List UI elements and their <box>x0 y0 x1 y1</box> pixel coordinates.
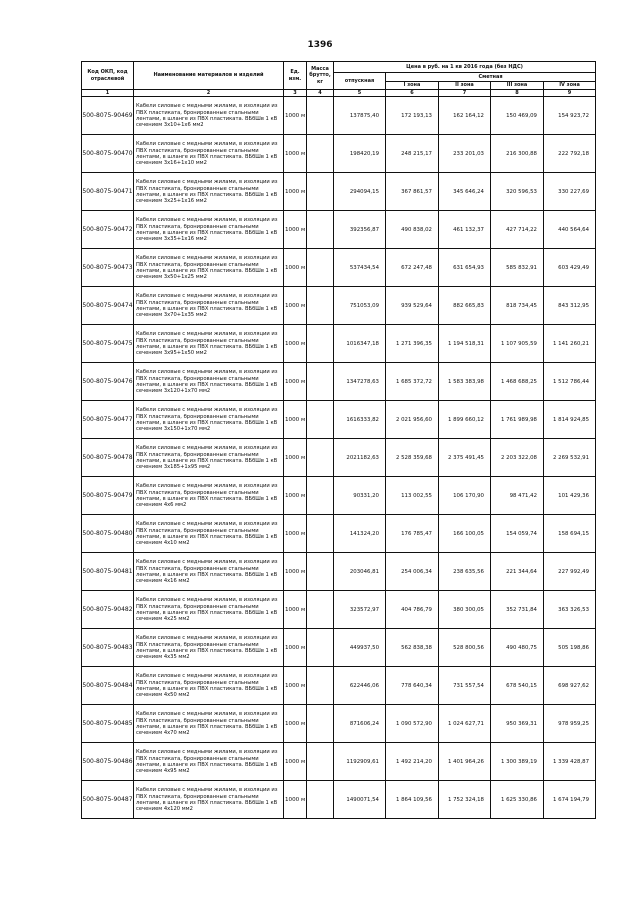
unit-of-measure: 1000 м <box>284 97 307 135</box>
zone-1-price: 1 271 396,35 <box>386 325 439 363</box>
gross-mass <box>307 249 334 287</box>
gross-mass <box>307 363 334 401</box>
zone-4-price: 2 269 532,91 <box>544 439 596 477</box>
column-number: 7 <box>439 90 491 97</box>
gross-mass <box>307 515 334 553</box>
material-name: Кабели силовые с медными жилами, в изоляции из ПВХ пластиката, бронированные стальными лентами, в шланге из ПВХ пластиката. ВБбШв 1 кВ сечением 4х16 мм2 <box>134 553 284 591</box>
zone-1-price: 2 021 956,60 <box>386 401 439 439</box>
zone-2-price: 1 583 383,98 <box>439 363 491 401</box>
unit-of-measure: 1000 м <box>284 363 307 401</box>
okp-code: 500-8075-90483 <box>82 629 134 667</box>
release-price: 203046,81 <box>334 553 386 591</box>
unit-of-measure: 1000 м <box>284 705 307 743</box>
zone-3-price: 221 344,64 <box>491 553 544 591</box>
table-row <box>82 401 596 439</box>
zone-1-price: 404 786,79 <box>386 591 439 629</box>
unit-of-measure: 1000 м <box>284 287 307 325</box>
gross-mass <box>307 97 334 135</box>
zone-4-price: 843 312,95 <box>544 287 596 325</box>
gross-mass <box>307 439 334 477</box>
table-row <box>82 363 596 401</box>
release-price: 622446,06 <box>334 667 386 705</box>
header-estimate: Сметная <box>386 73 596 82</box>
zone-3-price: 1 300 389,19 <box>491 743 544 781</box>
unit-of-measure: 1000 м <box>284 743 307 781</box>
okp-code: 500-8075-90479 <box>82 477 134 515</box>
release-price: 1490071,54 <box>334 781 386 819</box>
zone-1-price: 1 492 214,20 <box>386 743 439 781</box>
material-name: Кабели силовые с медными жилами, в изоляции из ПВХ пластиката, бронированные стальными лентами, в шланге из ПВХ пластиката. ВБбШв 1 кВ сечением 3х25+1х16 мм2 <box>134 173 284 211</box>
release-price: 537434,54 <box>334 249 386 287</box>
header-zone-1: I зона <box>386 82 439 90</box>
zone-2-price: 1 401 964,26 <box>439 743 491 781</box>
zone-3-price: 320 596,53 <box>491 173 544 211</box>
zone-1-price: 490 838,02 <box>386 211 439 249</box>
okp-code: 500-8075-90472 <box>82 211 134 249</box>
material-name: Кабели силовые с медными жилами, в изоляции из ПВХ пластиката, бронированные стальными лентами, в шланге из ПВХ пластиката. ВБбШв 1 кВ сечением 4х25 мм2 <box>134 591 284 629</box>
zone-4-price: 154 923,72 <box>544 97 596 135</box>
okp-code: 500-8075-90482 <box>82 591 134 629</box>
okp-code: 500-8075-90475 <box>82 325 134 363</box>
column-number: 1 <box>82 90 134 97</box>
material-name: Кабели силовые с медными жилами, в изоляции из ПВХ пластиката, бронированные стальными лентами, в шланге из ПВХ пластиката. ВБбШв 1 кВ сечением 3х35+1х16 мм2 <box>134 211 284 249</box>
release-price: 198420,19 <box>334 135 386 173</box>
table-row <box>82 211 596 249</box>
header-price-group: Цена в руб. на 1 кв 2016 года (без НДС) <box>334 62 596 73</box>
zone-1-price: 562 838,38 <box>386 629 439 667</box>
zone-1-price: 176 785,47 <box>386 515 439 553</box>
gross-mass <box>307 325 334 363</box>
header-zone-4: IV зона <box>544 82 596 90</box>
okp-code: 500-8075-90484 <box>82 667 134 705</box>
table-row <box>82 705 596 743</box>
zone-2-price: 233 201,03 <box>439 135 491 173</box>
unit-of-measure: 1000 м <box>284 515 307 553</box>
material-name: Кабели силовые с медными жилами, в изоляции из ПВХ пластиката, бронированные стальными лентами, в шланге из ПВХ пластиката. ВБбШв 1 кВ сечением 4х50 мм2 <box>134 667 284 705</box>
header-release: отпускная <box>334 73 386 90</box>
material-name: Кабели силовые с медными жилами, в изоляции из ПВХ пластиката, бронированные стальными лентами, в шланге из ПВХ пластиката. ВБбШв 1 кВ сечением 3х70+1х35 мм2 <box>134 287 284 325</box>
column-number: 2 <box>134 90 284 97</box>
header-zone-2: II зона <box>439 82 491 90</box>
table-row <box>82 325 596 363</box>
zone-2-price: 162 164,12 <box>439 97 491 135</box>
header-zone-3: III зона <box>491 82 544 90</box>
release-price: 1347278,63 <box>334 363 386 401</box>
zone-2-price: 106 170,90 <box>439 477 491 515</box>
zone-2-price: 631 654,93 <box>439 249 491 287</box>
zone-1-price: 2 528 359,68 <box>386 439 439 477</box>
zone-4-price: 1 339 428,87 <box>544 743 596 781</box>
gross-mass <box>307 173 334 211</box>
zone-1-price: 254 006,34 <box>386 553 439 591</box>
zone-3-price: 2 203 322,08 <box>491 439 544 477</box>
gross-mass <box>307 135 334 173</box>
okp-code: 500-8075-90469 <box>82 97 134 135</box>
gross-mass <box>307 629 334 667</box>
unit-of-measure: 1000 м <box>284 781 307 819</box>
zone-3-price: 150 469,09 <box>491 97 544 135</box>
unit-of-measure: 1000 м <box>284 135 307 173</box>
material-name: Кабели силовые с медными жилами, в изоляции из ПВХ пластиката, бронированные стальными лентами, в шланге из ПВХ пластиката. ВБбШв 1 кВ сечением 4х6 мм2 <box>134 477 284 515</box>
release-price: 2021182,63 <box>334 439 386 477</box>
zone-3-price: 427 714,22 <box>491 211 544 249</box>
release-price: 1016347,18 <box>334 325 386 363</box>
header-code: Код ОКП, код отраслевой <box>82 62 134 90</box>
zone-4-price: 363 326,53 <box>544 591 596 629</box>
column-number: 5 <box>334 90 386 97</box>
zone-4-price: 603 429,49 <box>544 249 596 287</box>
table-row <box>82 287 596 325</box>
okp-code: 500-8075-90486 <box>82 743 134 781</box>
zone-1-price: 1 090 572,90 <box>386 705 439 743</box>
unit-of-measure: 1000 м <box>284 439 307 477</box>
column-number: 6 <box>386 90 439 97</box>
zone-3-price: 678 540,15 <box>491 667 544 705</box>
zone-2-price: 882 665,83 <box>439 287 491 325</box>
zone-2-price: 2 375 491,45 <box>439 439 491 477</box>
zone-3-price: 1 761 989,98 <box>491 401 544 439</box>
zone-4-price: 1 814 924,85 <box>544 401 596 439</box>
header-unit: Ед. изм. <box>284 62 307 90</box>
release-price: 294094,15 <box>334 173 386 211</box>
zone-3-price: 1 625 330,86 <box>491 781 544 819</box>
zone-4-price: 222 792,18 <box>544 135 596 173</box>
material-name: Кабели силовые с медными жилами, в изоляции из ПВХ пластиката, бронированные стальными лентами, в шланге из ПВХ пластиката. ВБбШв 1 кВ сечением 4х95 мм2 <box>134 743 284 781</box>
gross-mass <box>307 781 334 819</box>
okp-code: 500-8075-90487 <box>82 781 134 819</box>
unit-of-measure: 1000 м <box>284 553 307 591</box>
table-row <box>82 781 596 819</box>
zone-1-price: 672 247,48 <box>386 249 439 287</box>
column-number: 4 <box>307 90 334 97</box>
material-name: Кабели силовые с медными жилами, в изоляции из ПВХ пластиката, бронированные стальными лентами, в шланге из ПВХ пластиката. ВБбШв 1 кВ сечением 3х10+1х6 мм2 <box>134 97 284 135</box>
table-row <box>82 515 596 553</box>
release-price: 90331,20 <box>334 477 386 515</box>
okp-code: 500-8075-90485 <box>82 705 134 743</box>
release-price: 1192909,61 <box>334 743 386 781</box>
zone-4-price: 101 429,36 <box>544 477 596 515</box>
okp-code: 500-8075-90474 <box>82 287 134 325</box>
zone-1-price: 1 685 372,72 <box>386 363 439 401</box>
okp-code: 500-8075-90476 <box>82 363 134 401</box>
gross-mass <box>307 477 334 515</box>
zone-1-price: 367 861,57 <box>386 173 439 211</box>
gross-mass <box>307 743 334 781</box>
unit-of-measure: 1000 м <box>284 211 307 249</box>
release-price: 137875,40 <box>334 97 386 135</box>
zone-3-price: 585 832,91 <box>491 249 544 287</box>
zone-4-price: 227 992,49 <box>544 553 596 591</box>
zone-2-price: 1 194 518,31 <box>439 325 491 363</box>
table-header <box>82 62 596 97</box>
gross-mass <box>307 591 334 629</box>
unit-of-measure: 1000 м <box>284 173 307 211</box>
zone-4-price: 1 674 194,79 <box>544 781 596 819</box>
price-table <box>81 61 596 819</box>
page-number: 1396 <box>307 40 333 50</box>
unit-of-measure: 1000 м <box>284 667 307 705</box>
zone-3-price: 950 369,31 <box>491 705 544 743</box>
material-name: Кабели силовые с медными жилами, в изоляции из ПВХ пластиката, бронированные стальными лентами, в шланге из ПВХ пластиката. ВБбШв 1 кВ сечением 3х95+1х50 мм2 <box>134 325 284 363</box>
zone-1-price: 1 864 109,56 <box>386 781 439 819</box>
zone-4-price: 1 512 786,44 <box>544 363 596 401</box>
zone-1-price: 939 529,64 <box>386 287 439 325</box>
zone-3-price: 490 480,75 <box>491 629 544 667</box>
release-price: 449937,50 <box>334 629 386 667</box>
okp-code: 500-8075-90478 <box>82 439 134 477</box>
table-row <box>82 743 596 781</box>
zone-2-price: 1 752 324,18 <box>439 781 491 819</box>
zone-3-price: 216 300,88 <box>491 135 544 173</box>
unit-of-measure: 1000 м <box>284 591 307 629</box>
table-row <box>82 249 596 287</box>
gross-mass <box>307 287 334 325</box>
zone-2-price: 380 300,05 <box>439 591 491 629</box>
release-price: 871606,24 <box>334 705 386 743</box>
column-number: 9 <box>544 90 596 97</box>
material-name: Кабели силовые с медными жилами, в изоляции из ПВХ пластиката, бронированные стальными лентами, в шланге из ПВХ пластиката. ВБбШв 1 кВ сечением 3х185+1х95 мм2 <box>134 439 284 477</box>
material-name: Кабели силовые с медными жилами, в изоляции из ПВХ пластиката, бронированные стальными лентами, в шланге из ПВХ пластиката. ВБбШв 1 кВ сечением 3х150+1х70 мм2 <box>134 401 284 439</box>
release-price: 392356,87 <box>334 211 386 249</box>
gross-mass <box>307 211 334 249</box>
zone-1-price: 778 640,34 <box>386 667 439 705</box>
column-number: 3 <box>284 90 307 97</box>
unit-of-measure: 1000 м <box>284 477 307 515</box>
zone-4-price: 158 694,15 <box>544 515 596 553</box>
zone-3-price: 98 471,42 <box>491 477 544 515</box>
release-price: 323572,97 <box>334 591 386 629</box>
table-body <box>82 97 596 819</box>
zone-3-price: 1 107 905,59 <box>491 325 544 363</box>
zone-1-price: 248 215,17 <box>386 135 439 173</box>
zone-2-price: 166 100,05 <box>439 515 491 553</box>
zone-4-price: 978 959,25 <box>544 705 596 743</box>
table-row <box>82 97 596 135</box>
material-name: Кабели силовые с медными жилами, в изоляции из ПВХ пластиката, бронированные стальными лентами, в шланге из ПВХ пластиката. ВБбШв 1 кВ сечением 3х50+1х25 мм2 <box>134 249 284 287</box>
table-row <box>82 629 596 667</box>
release-price: 141324,20 <box>334 515 386 553</box>
okp-code: 500-8075-90477 <box>82 401 134 439</box>
material-name: Кабели силовые с медными жилами, в изоляции из ПВХ пластиката, бронированные стальными лентами, в шланге из ПВХ пластиката. ВБбШв 1 кВ сечением 4х70 мм2 <box>134 705 284 743</box>
table-row <box>82 135 596 173</box>
zone-3-price: 1 468 688,25 <box>491 363 544 401</box>
zone-2-price: 731 557,54 <box>439 667 491 705</box>
material-name: Кабели силовые с медными жилами, в изоляции из ПВХ пластиката, бронированные стальными лентами, в шланге из ПВХ пластиката. ВБбШв 1 кВ сечением 3х120+1х70 мм2 <box>134 363 284 401</box>
unit-of-measure: 1000 м <box>284 401 307 439</box>
unit-of-measure: 1000 м <box>284 629 307 667</box>
zone-4-price: 698 927,62 <box>544 667 596 705</box>
column-number-row <box>82 90 596 97</box>
zone-2-price: 238 635,56 <box>439 553 491 591</box>
table-row <box>82 477 596 515</box>
zone-1-price: 113 002,55 <box>386 477 439 515</box>
gross-mass <box>307 667 334 705</box>
okp-code: 500-8075-90481 <box>82 553 134 591</box>
table-row <box>82 667 596 705</box>
release-price: 1616333,82 <box>334 401 386 439</box>
okp-code: 500-8075-90471 <box>82 173 134 211</box>
zone-3-price: 818 734,45 <box>491 287 544 325</box>
okp-code: 500-8075-90470 <box>82 135 134 173</box>
zone-4-price: 440 564,64 <box>544 211 596 249</box>
zone-2-price: 345 646,24 <box>439 173 491 211</box>
release-price: 751053,09 <box>334 287 386 325</box>
table-row <box>82 439 596 477</box>
zone-2-price: 461 132,37 <box>439 211 491 249</box>
zone-2-price: 1 899 660,12 <box>439 401 491 439</box>
table-row <box>82 553 596 591</box>
column-number: 8 <box>491 90 544 97</box>
okp-code: 500-8075-90480 <box>82 515 134 553</box>
zone-4-price: 330 227,69 <box>544 173 596 211</box>
unit-of-measure: 1000 м <box>284 249 307 287</box>
zone-3-price: 352 731,84 <box>491 591 544 629</box>
zone-2-price: 1 024 627,71 <box>439 705 491 743</box>
gross-mass <box>307 553 334 591</box>
zone-1-price: 172 193,13 <box>386 97 439 135</box>
header-mass: Масса брутто, кг <box>307 62 334 90</box>
material-name: Кабели силовые с медными жилами, в изоляции из ПВХ пластиката, бронированные стальными лентами, в шланге из ПВХ пластиката. ВБбШв 1 кВ сечением 4х35 мм2 <box>134 629 284 667</box>
zone-2-price: 528 800,56 <box>439 629 491 667</box>
material-name: Кабели силовые с медными жилами, в изоляции из ПВХ пластиката, бронированные стальными лентами, в шланге из ПВХ пластиката. ВБбШв 1 кВ сечением 4х10 мм2 <box>134 515 284 553</box>
material-name: Кабели силовые с медными жилами, в изоляции из ПВХ пластиката, бронированные стальными лентами, в шланге из ПВХ пластиката. ВБбШв 1 кВ сечением 3х16+1х10 мм2 <box>134 135 284 173</box>
gross-mass <box>307 705 334 743</box>
zone-3-price: 154 059,74 <box>491 515 544 553</box>
table-row <box>82 591 596 629</box>
okp-code: 500-8075-90473 <box>82 249 134 287</box>
table-row <box>82 173 596 211</box>
zone-4-price: 1 141 260,21 <box>544 325 596 363</box>
header-name: Наименование материалов и изделий <box>134 62 284 90</box>
zone-4-price: 505 198,86 <box>544 629 596 667</box>
material-name: Кабели силовые с медными жилами, в изоляции из ПВХ пластиката, бронированные стальными лентами, в шланге из ПВХ пластиката. ВБбШв 1 кВ сечением 4х120 мм2 <box>134 781 284 819</box>
gross-mass <box>307 401 334 439</box>
unit-of-measure: 1000 м <box>284 325 307 363</box>
